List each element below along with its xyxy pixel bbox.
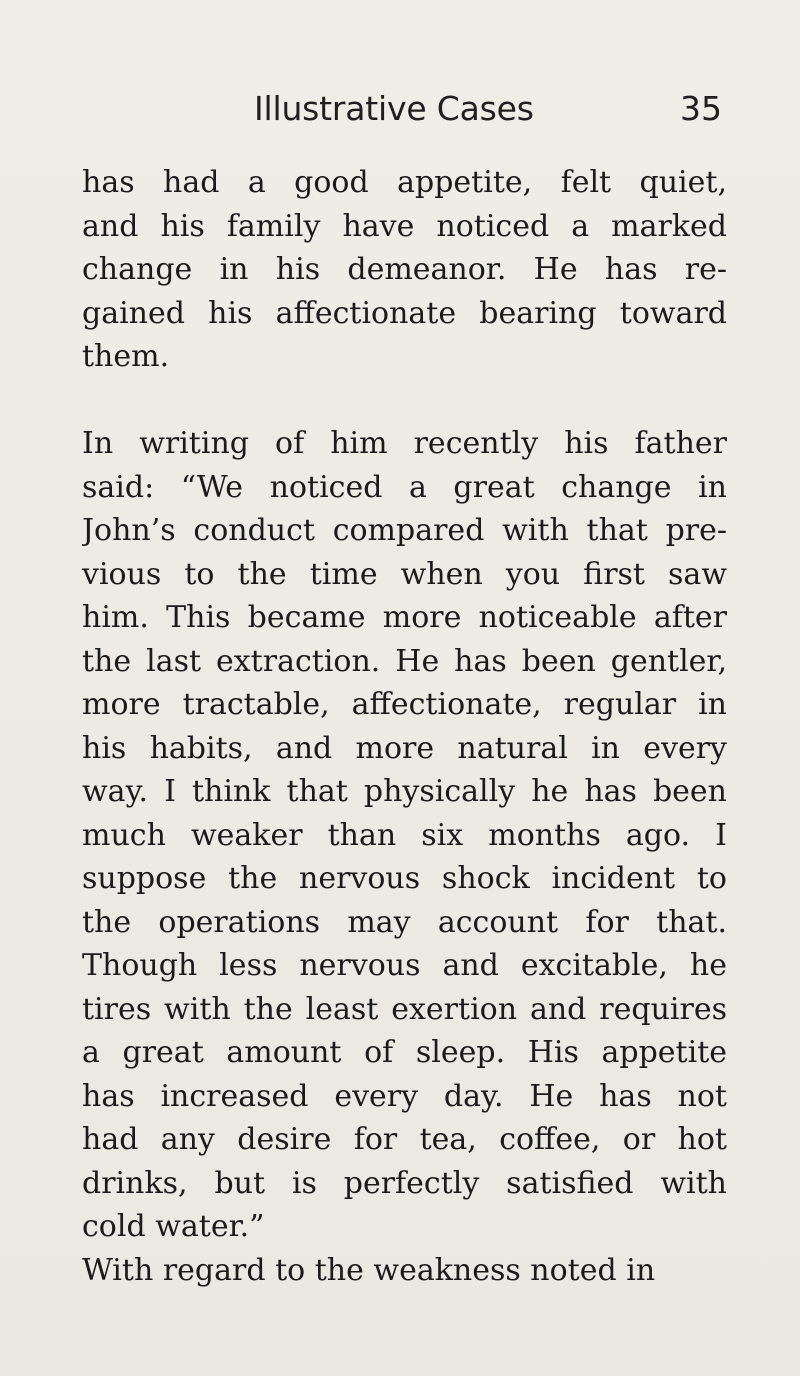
paragraph	[82, 422, 727, 1249]
page-number: 35	[680, 89, 722, 128]
paragraph	[82, 1249, 727, 1293]
text-line: In writing of him recently his father	[82, 426, 727, 461]
text-line: has increased every day. He has not	[82, 1078, 727, 1114]
text-line: vious to the time when you first saw	[82, 556, 727, 592]
text-line: way. I think that physically he has been	[82, 774, 727, 809]
text-line: has had a good appetite, felt quiet,	[82, 165, 727, 200]
text-line: gained his affectionate bearing toward	[82, 295, 727, 331]
text-line: the operations may account for that.	[82, 904, 727, 940]
text-line: cold water.”	[82, 1209, 265, 1244]
running-head	[0, 84, 800, 134]
text-line: the last extraction. He has been gentler,	[82, 643, 727, 679]
text-line: said: “We noticed a great change in	[82, 469, 727, 505]
text-line: a great amount of sleep. His appetite	[82, 1035, 727, 1070]
text-line: him. This became more noticeable after	[82, 600, 727, 635]
text-line: and his family have noticed a marked	[82, 208, 727, 244]
text-line: much weaker than six months ago. I	[82, 817, 727, 853]
text-line: John’s conduct compared with that pre-	[82, 513, 727, 548]
body-text	[82, 161, 727, 1292]
text-line: With regard to the weakness noted in	[82, 1252, 656, 1288]
text-line: his habits, and more natural in every	[82, 730, 727, 766]
paragraph-gap	[82, 379, 727, 423]
text-line: drinks, but is perfectly satisfied with	[82, 1165, 727, 1201]
text-line: more tractable, affectionate, regular in	[82, 687, 727, 722]
text-line: tires with the least exertion and requires	[82, 991, 727, 1027]
text-line: them.	[82, 339, 170, 374]
running-title: Illustrative Cases	[254, 89, 534, 128]
text-line: had any desire for tea, coffee, or hot	[82, 1122, 727, 1157]
text-line: suppose the nervous shock incident to	[82, 861, 727, 896]
text-line: change in his demeanor. He has re-	[82, 252, 727, 287]
text-line: Though less nervous and excitable, he	[82, 948, 727, 983]
paragraph	[82, 161, 727, 379]
